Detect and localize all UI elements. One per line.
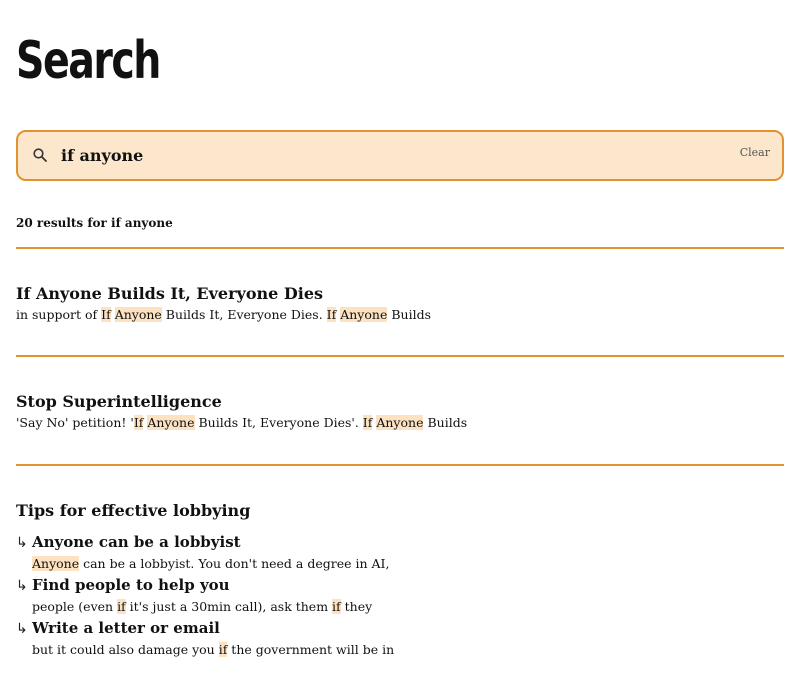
match-highlight: if: [117, 599, 126, 614]
result-item[interactable]: [16, 500, 784, 660]
match-highlight: If: [101, 307, 111, 322]
snippet-text: Builds It, Everyone Dies'.: [194, 415, 363, 430]
snippet-text: Builds It, Everyone Dies.: [161, 307, 327, 322]
match-highlight: If: [133, 415, 144, 430]
sub-result-title-text: Anyone can be a lobbyist: [32, 533, 241, 551]
divider: [16, 355, 784, 357]
sub-result-title[interactable]: [16, 574, 784, 597]
subsection-arrow-icon: ↳: [16, 578, 28, 594]
result-item[interactable]: [16, 391, 784, 433]
sub-result-title[interactable]: [16, 531, 784, 554]
result-snippet: [16, 413, 784, 433]
snippet-text: Builds: [423, 415, 468, 430]
divider: [16, 247, 784, 249]
sub-result-item[interactable]: [16, 617, 784, 660]
results-count: 20 results for if anyone: [16, 216, 173, 230]
sub-result-snippet: [16, 597, 784, 617]
match-highlight: If: [326, 307, 337, 322]
snippet-text: can be a lobbyist. You don't need a degree in AI,: [79, 556, 390, 571]
page-title: Search: [16, 31, 160, 91]
match-highlight: if: [332, 599, 341, 614]
snippet-text: in support of: [16, 307, 102, 322]
match-highlight: Anyone: [147, 415, 195, 430]
match-highlight: Anyone: [340, 307, 388, 322]
match-highlight: Anyone: [376, 415, 424, 430]
sub-result-item[interactable]: [16, 531, 784, 574]
search-box[interactable]: [16, 130, 784, 181]
search-input[interactable]: [61, 140, 701, 171]
match-highlight: if: [218, 642, 228, 657]
sub-result-title-text: Find people to help you: [32, 576, 230, 594]
sub-result-title-text: Write a letter or email: [32, 619, 220, 637]
snippet-text: the government will be in: [227, 642, 395, 657]
sub-result-snippet: [16, 554, 784, 574]
snippet-text: but it could also damage you: [32, 642, 219, 657]
snippet-text: they: [340, 599, 373, 614]
snippet-text: 'Say No' petition! ': [16, 415, 134, 430]
clear-button[interactable]: Clear: [739, 146, 770, 159]
match-highlight: Anyone: [114, 307, 162, 322]
search-icon: [32, 147, 48, 163]
sub-result-snippet: [16, 640, 784, 660]
snippet-text: people (even: [32, 599, 118, 614]
match-highlight: Anyone: [32, 556, 80, 571]
snippet-text: it's just a 30min call), ask them: [125, 599, 333, 614]
result-item[interactable]: [16, 283, 784, 325]
match-highlight: If: [362, 415, 373, 430]
subsection-arrow-icon: ↳: [16, 535, 28, 551]
snippet-text: Builds: [387, 307, 431, 322]
divider: [16, 464, 784, 466]
sub-result-title[interactable]: [16, 617, 784, 640]
result-title[interactable]: Tips for effective lobbying: [16, 501, 251, 520]
result-title[interactable]: Stop Superintelligence: [16, 392, 222, 411]
result-title[interactable]: If Anyone Builds It, Everyone Dies: [16, 284, 324, 303]
sub-result-item[interactable]: [16, 574, 784, 617]
subsection-arrow-icon: ↳: [16, 621, 28, 637]
result-snippet: [16, 305, 784, 325]
